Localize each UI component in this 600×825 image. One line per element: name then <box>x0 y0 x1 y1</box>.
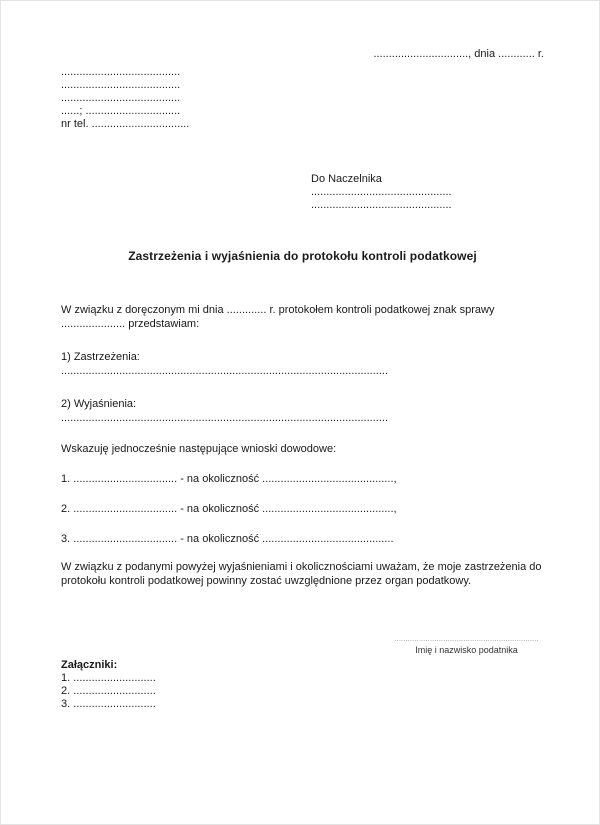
section-objections-label: 1) Zastrzeżenia: <box>61 351 140 363</box>
signature-block <box>389 634 544 656</box>
sender-block <box>61 66 544 131</box>
document-content <box>1 1 599 711</box>
intro-paragraph: W związku z doręczonym mi dnia ............. r. protokołem kontroli podatkowej znak sprawy ..................... przedstawiam: <box>61 304 495 330</box>
evidence-item-3: 3. .................................. - na okoliczność ........................................... <box>61 533 394 545</box>
sender-phone-line: nr tel. ................................ <box>61 118 190 130</box>
sender-fill-line: ....................................... <box>61 79 181 91</box>
section-explanations <box>61 398 544 425</box>
evidence-item-2: 2. .................................. - na okoliczność ..........................................., <box>61 503 397 515</box>
closing-paragraph: W związku z podanymi powyżej wyjaśnieniami i okolicznościami uważam, że moje zastrzeżenia do protokołu kontroli podatkowej powinny zostać uwzględnione przez organ podatkowy. <box>61 561 542 587</box>
sender-fill-line: ....................................... <box>61 92 181 104</box>
attachment-item-3: 3. ........................... <box>61 698 156 710</box>
addressee-fill-line: .............................................. <box>311 186 452 198</box>
document-title: Zastrzeżenia i wyjaśnienia do protokołu kontroli podatkowej <box>128 249 477 263</box>
signature-caption: Imię i nazwisko podatnika <box>415 645 518 655</box>
sender-fill-line: ......; ............................... <box>61 105 181 117</box>
addressee-block <box>311 173 544 212</box>
evidence-item-1: 1. .................................. - na okoliczność ..........................................., <box>61 473 397 485</box>
attachment-item-1: 1. ........................... <box>61 672 156 684</box>
addressee-fill-line: .............................................. <box>311 199 452 211</box>
place-date-line: ..............................., dnia ............ r. <box>373 48 544 60</box>
sender-fill-line: ....................................... <box>61 66 181 78</box>
evidence-intro: Wskazuję jednocześnie następujące wnioski dowodowe: <box>61 443 337 455</box>
signature-fill-line: ................................................................. <box>394 634 539 643</box>
section-objections-fill-line: ........................................................................................................... <box>61 365 389 377</box>
attachment-item-2: 2. ........................... <box>61 685 156 697</box>
attachments-block <box>61 658 544 711</box>
section-objections <box>61 351 544 378</box>
section-explanations-fill-line: ........................................................................................................... <box>61 412 389 424</box>
section-explanations-label: 2) Wyjaśnienia: <box>61 398 137 410</box>
attachments-label: Załączniki: <box>61 659 118 671</box>
addressee-title: Do Naczelnika <box>311 173 382 185</box>
